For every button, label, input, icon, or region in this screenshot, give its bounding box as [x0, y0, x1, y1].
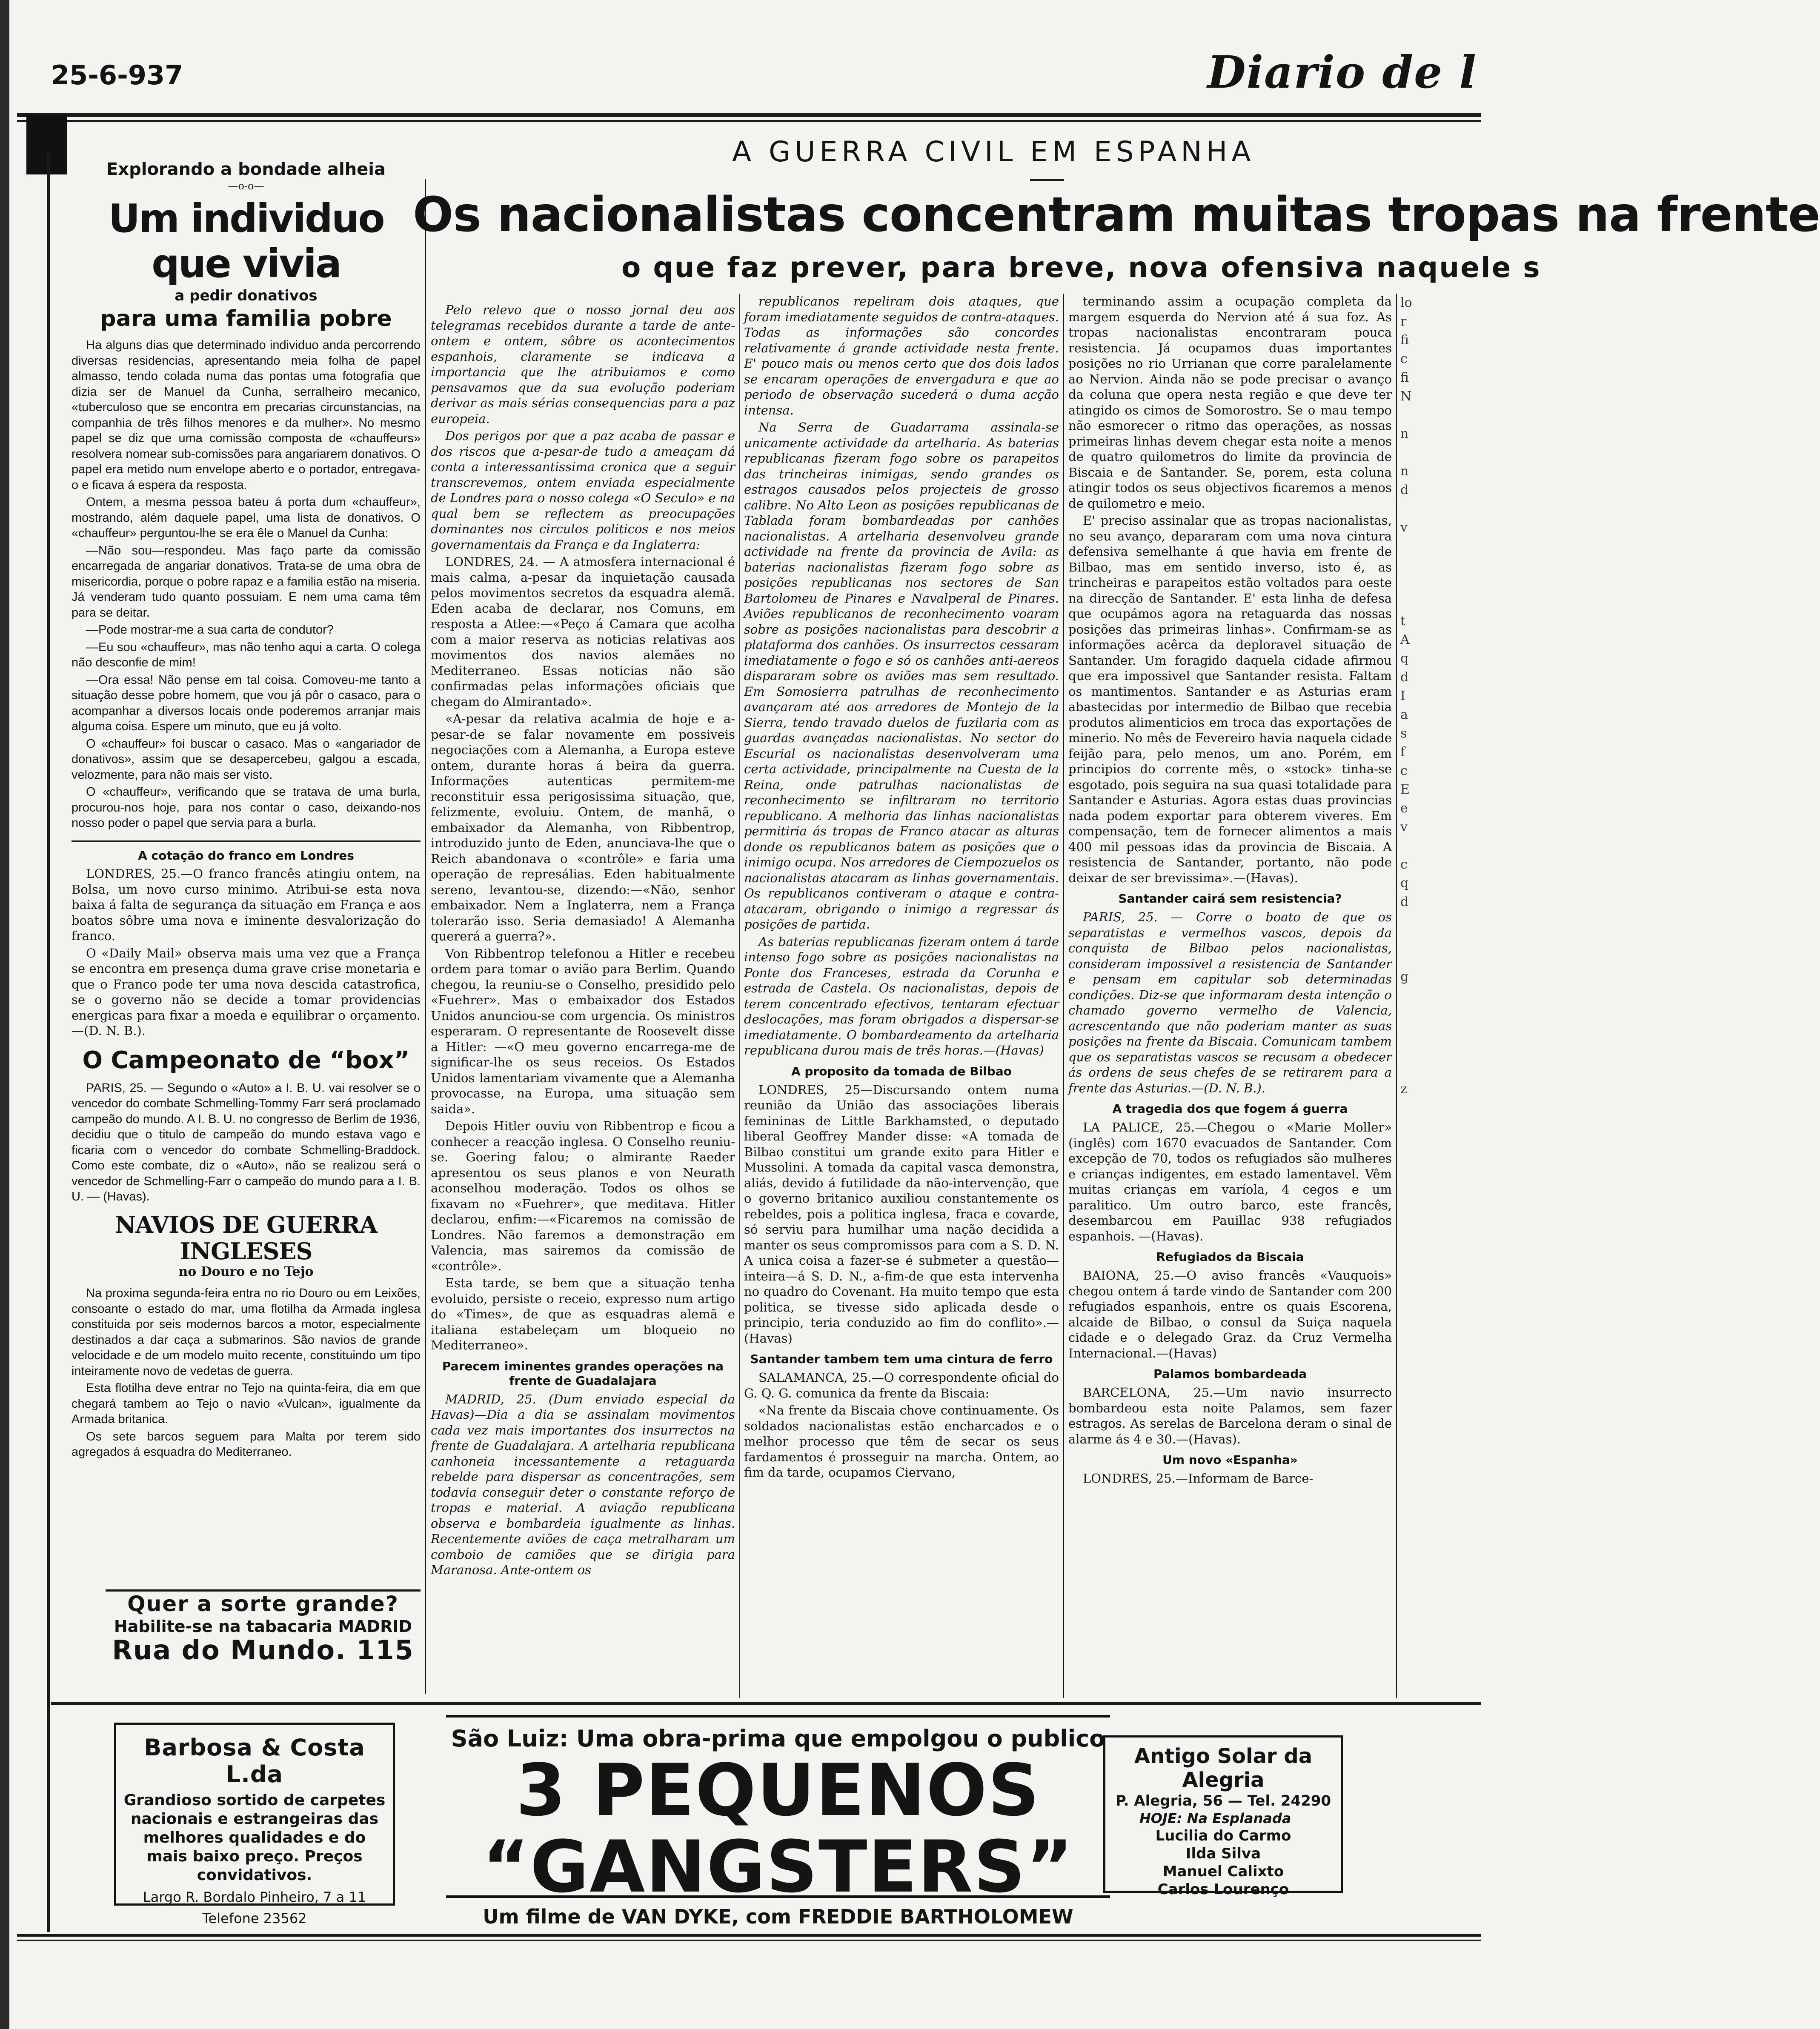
text-fragment: c	[1400, 352, 1408, 366]
ad-credits: Um filme de VAN DYKE, com FREDDIE BARTHOLOMEW	[483, 1905, 1073, 1928]
left-column	[72, 158, 421, 1588]
paragraph: As baterias republicanas fizeram ontem á tarde intenso fogo sobre as posições nacionalistas na Ponte dos Franceses, estrada da Corunha e estrada de Castela. Os nacionalistas, depois de terem concentrado efectivos, tentaram efectuar deslocações, mas foram obrigados a dispersar-se imediatamente. O bombardeamento da artelharia republicana durou mais de três horas.—(Havas)	[744, 934, 1059, 1057]
ad-artist: Manuel Calixto	[1162, 1863, 1284, 1880]
divider	[72, 840, 421, 842]
text-fragment	[1400, 574, 1477, 593]
text-fragment	[1400, 912, 1477, 930]
paragraph: O «chauffeur» foi buscar o casaco. Mas o «angariador de donativos», assim que se desapercebeu, galgou a escada, velozmente, para não mais ser visto.	[72, 737, 421, 782]
paragraph: Dos perigos por que a paz acaba de passar e dos riscos que a-pesar-de tudo a ameaçam dá conta a interessantissima cronica que a seguir transcrevemos, ontem enviada especialmente de Londres para o nosso colega «O Seculo» e na qual bem se reflectem as preocupações dominantes nos circulos politicos e nos meios governamentais da França e da Inglaterra:	[431, 429, 735, 552]
masthead: Diario de l	[1207, 46, 1477, 98]
text-fragment: A	[1400, 632, 1410, 647]
text-fragment: d	[1400, 670, 1409, 685]
text-fragment: a	[1400, 707, 1408, 722]
war-column-2	[744, 294, 1059, 1609]
text-fragment: q	[1400, 651, 1409, 666]
paragraph: LONDRES, 24. — A atmosfera internacional é mais calma, a-pesar da inquietação causada pelos movimentos secretos da esquadra alemã. Eden acaba de declarar, nos Comuns, em resposta a Atlee:—«Peço á Camara que acolha com a maior reserva as noticias relativas aos movimentos dos navios alemães no Mediterraneo. Essas noticias não são confirmadas pelas informações oficiais que chegam do Almirantado».	[431, 554, 735, 709]
paragraph: Os sete barcos seguem para Malta por terem sido agregados á esquadra do Mediterraneo.	[72, 1429, 421, 1459]
article-subtitle: a pedir donativos	[175, 287, 318, 304]
paragraph: —Ora essa! Não pense em tal coisa. Comoveu-me tanto a situação desse pobre homem, que vou já pôr o casaco, para o acompanhar a diversos locais onde poderemos arranjar mais alguma coisa. Espere um minuto, que eu já volto.	[72, 673, 421, 733]
war-column-1	[431, 302, 735, 1609]
lottery-line: Rua do Mundo. 115	[112, 1635, 414, 1666]
paragraph: Na Serra de Guadarrama assinala-se unicamente actividade da artelharia. As baterias republicanas fizeram fogo sobre os parapeitos das trincheiras inimigas, sendo grandes os estragos causados pelos projecteis de grosso calibre. No Alto Leon as posições republicanas de Tablada foram bombardeadas por canhões nacionalistas. A artelharia desenvolveu grande actividade na frente da provincia de Avila: as baterias nacionalistas fizeram fogo sobre as posições republicanas nos sectores de San Bartolomeu de Pinares e Navalperal de Pinares. Aviões republicanos de reconhecimento voaram sobre as posições nacionalistas para descobrir a plataforma dos canhões. Os insurrectos cessaram imediatamente o fogo e só os canhões anti-aereos dispararam sobre os aviões mas sem resultado. Em Somosierra patrulhas de reconhecimento avançaram até aos arredores de Montejo de la Sierra, tendo travado duelos de fuzilaria com as guardas avançadas nacionalistas. No sector do Escurial os nacionalistas desenvolveram uma certa actividade, principalmente na Cuesta de la Reina, onde patrulhas nacionalistas de reconhecimento se infiltraram no territorio republicano. A melhoria das linhas nacionalistas permitiria ás tropas de Franco atacar as alturas donde os republicanos batem as posições que o inimigo ocupa. Nos arredores de Ciempozuelos os nacionalistas atacaram as linhas governamentais. Os republicanos contiveram o ataque e contra-atacaram, obrigando o inimigo a regressar ás posições de partida.	[744, 420, 1059, 932]
text-fragment	[1400, 1061, 1477, 1080]
section-heading: A proposito da tomada de Bilbao	[791, 1064, 1012, 1078]
text-fragment: r	[1400, 314, 1407, 329]
text-fragment: c	[1400, 857, 1408, 872]
section-heading: Um novo «Espanha»	[1162, 1453, 1298, 1467]
text-fragment: e	[1400, 801, 1408, 816]
paragraph: O «Daily Mail» observa mais uma vez que a França se encontra em presença duma grave crise monetaria e que o Franco pode ter uma nova descida catastrofica, se o governo não se decide a tomar providencias energicas para fixar a moeda e equilibrar o orçamento.—(D. N. B.).	[72, 946, 421, 1038]
text-fragment: E	[1400, 782, 1410, 797]
text-fragment: z	[1400, 1082, 1407, 1097]
ad-name: Barbosa & Costa L.da	[144, 1734, 365, 1788]
scan-edge	[0, 0, 9, 2029]
ad-hoje: HOJE: Na Esplanada	[1139, 1810, 1291, 1826]
paragraph: «A-pesar da relativa acalmia de hoje e a-pesar-de se falar novamente em possiveis negociações com a Alemanha, a Europa esteve ontem, durante horas á beira da guerra. Informações autenticas permitem-me reconstituir essa perigosissima situação, que, felizmente, evoluiu. Ontem, de manhã, o embaixador da Alemanha, von Ribbentrop, introduzido junto de Eden, anunciava-lhe que o Reich abandonava o «contrôle» e faria uma operação de represálias. Eden habitualmente sereno, levantou-se, dizendo:—«Não, senhor embaixador. Nem a Inglaterra, nem a França tolerarão isso. Seria demasiado! A Alemanha quererá a guerra?».	[431, 712, 735, 943]
text-fragment: c	[1400, 763, 1408, 778]
section-ornament	[1030, 179, 1064, 181]
text-fragment: v	[1400, 820, 1408, 834]
ads-rule	[51, 1702, 1481, 1705]
footer-rule-thin	[17, 1940, 1481, 1941]
text-fragment	[1400, 837, 1477, 855]
text-fragment: d	[1400, 483, 1409, 497]
paragraph: Esta flotilha deve entrar no Tejo na quinta-feira, dia em que chegará tambem ao Tejo o navio «Vulcan», igualmente da Armada britanica.	[72, 1381, 421, 1426]
text-fragment: v	[1400, 520, 1408, 535]
ad-artist: Carlos Lourenço	[1157, 1881, 1289, 1898]
section-heading: A cotação do franco em Londres	[138, 848, 354, 863]
text-fragment: fi	[1400, 370, 1409, 385]
paragraph: Na proxima segunda-feira entra no rio Douro ou em Leixões, consoante o estado do mar, uma flotilha da Armada inglesa constituida por seis modernos barcos a motor, especialmente destinados a dar caça a submarinos. São navios de grande velocidade e de um modelo muito recente, constituindo um tipo inteiramente novo de vedetas de guerra.	[72, 1286, 421, 1378]
ad-sao-luiz	[446, 1715, 1110, 1928]
lottery-line: Quer a sorte grande?	[127, 1592, 399, 1616]
war-column-3	[1068, 294, 1392, 1609]
text-fragment	[1400, 930, 1477, 949]
text-fragment: s	[1400, 726, 1407, 741]
paragraph: —Eu sou «chauffeur», mas não tenho aqui a carta. O colega não desconfie de mim!	[72, 640, 421, 669]
section-heading: NAVIOS DE GUERRA INGLESES	[114, 1211, 378, 1265]
paragraph: SALAMANCA, 25.—O correspondente oficial do G. Q. G. comunica da frente da Biscaia:	[744, 1370, 1059, 1400]
paragraph: PARIS, 25. — Segundo o «Auto» a I. B. U. vai resolver se o vencedor do combate Schmelling-Tommy Farr será proclamado campeão do mundo. A I. B. U. no congresso de Berlim de 1936, decidiu que o titulo de campeão do mundo estava vago e ficaria com o vencedor do combate Schmelling-Braddock. Como este combate, diz o «Auto», não se realizou será o vencedor de Schmelling-Farr o campeão do mundo para a I. B. U. — (Havas).	[72, 1081, 421, 1203]
article-kicker: Explorando a bondade alheia	[106, 160, 386, 179]
text-fragment: q	[1400, 876, 1409, 891]
text-fragment	[1400, 443, 1477, 462]
section-heading: Palamos bombardeada	[1153, 1367, 1307, 1381]
column-rule	[425, 179, 426, 1694]
paragraph: E' preciso assinalar que as tropas nacionalistas, no seu avanço, depararam com uma nova cintura defensiva semelhante á que havia em frente de Bilbao, mas em sentido inverso, isto é, as trincheiras e parapeitos estão voltados para oeste na direcção de Santander. E' esta linha de defesa que ocupámos agora na retaguarda das nossas posições das primeiras linhas». Confirmam-se as informações acêrca da deploravel situação de Santander. Um foragido daquela cidade afirmou que era impossivel que Santander resista. Faltam os mantimentos. Santander e as Asturias eram abastecidas por intermedio de Bilbao que recebia produtos alimenticios em troca das exportações de minerio. No mês de Fevereiro havia naquela cidade feijão para, pelo menos, um ano. Porém, em principios do corrente mês, o «stock» tinha-se esgotado, pois seguira na sua quasi totalidade para Santander e Asturias. Agora estas duas provincias nada podem exportar para obterem viveres. Em compensação, tem de fornecer alimentos a mais 400 mil pessoas idas da provincia de Biscaia. A resistencia de Santander, portanto, não pode deixar de ser brevissima».—(Havas).	[1068, 513, 1392, 885]
text-fragment	[1400, 949, 1477, 968]
text-fragment: lo	[1400, 295, 1412, 310]
paragraph: MADRID, 25. (Dum enviado especial da Havas)—Dia a dia se assinalam movimentos cada vez mais importantes dos insurrectos na frente de Guadalajara. A artelharia republicana canhoneia incessantemente a retaguarda rebelde para dispersar as concentrações, sem todavia conseguir deter o constante reforço de tropas e material. A aviação republicana observa e bombardeia igualmente as linhas. Recentemente aviões de caça metralharam um comboio de camiões que se dirigia para Maranosa. Ante-ontem os	[431, 1392, 735, 1577]
paragraph: terminando assim a ocupação completa da margem esquerda do Nervion até á sua foz. As tropas nacionalistas encontraram pouca resistencia. Já ocupamos duas importantes posições no rio Urrianan que corre paralelamente ao Nervion. Ainda não se pode precisar o avanço da coluna que opera nesta região e que deve ter atingido os cimos de Somorostro. Se o mau tempo não esmorecer o ritmo das operações, as nossas primeiras linhas devem chegar esta noite a menos de quatro quilometros do limite da provincia de Biscaia e de Santander. Se, porem, esta coluna atingir todos os seus objectivos ficaremos a menos de quilometro e meio.	[1068, 294, 1392, 511]
main-headline: Os nacionalistas concentram muitas tropas na frente	[413, 187, 1820, 243]
paragraph: Esta tarde, se bem que a situação tenha evoluido, persiste o receio, expresso num artigo do «Times», de que as esquadras alemã e italiana estabeleçam um bloqueio no Mediterraneo».	[431, 1276, 735, 1352]
header-rule-thin	[17, 120, 1481, 122]
ad-barbosa-costa	[114, 1723, 395, 1926]
ad-artist: Lucilia do Carmo	[1155, 1827, 1291, 1844]
text-fragment	[1400, 537, 1477, 556]
left-margin-rule	[47, 153, 50, 1932]
page-date: 25-6-937	[51, 60, 183, 91]
article-subtitle-2: para uma familia pobre	[100, 306, 392, 331]
paragraph: Pelo relevo que o nosso jornal deu aos telegramas recebidos durante a tarde de ante-ontem e ontem, sôbre os acontecimentos espanhois, claramente se indicava a importancia que lhe atribuiamos e como pensavamos que da sua evolução poderiam derivar as mais sérias consequencias para a paz europeia.	[431, 303, 735, 426]
paragraph: Von Ribbentrop telefonou a Hitler e recebeu ordem para tomar o avião para Berlim. Quando chegou, la reuniu-se o Conselho, presidido pelo «Fuehrer». Mas o embaixador dos Estados Unidos anunciou-se com urgencia. Os ministros esperaram. O representante de Roosevelt disse a Hitler: —«O meu governo encarrega-me de significar-lhe os seus receios. Os Estados Unidos lamentariam vivamente que a Alemanha provocasse, na Europa, uma situação sem saida».	[431, 946, 735, 1116]
paragraph: O «chauffeur», verificando que se tratava de uma burla, procurou-nos hoje, para nos contar o caso, deixando-nos nosso poder o papel que servia para a burla.	[72, 785, 421, 830]
section-heading: Santander tambem tem uma cintura de ferro	[750, 1352, 1053, 1366]
text-fragment	[1400, 1043, 1477, 1061]
text-fragment	[1400, 406, 1477, 425]
paragraph: Ha alguns dias que determinado individuo anda percorrendo diversas residencias, apresentando meia folha de papel almasso, tendo colada numa das pontas uma fotografia que dizia ser de Manuel da Cunha, serralheiro mecanico, «tuberculoso que se encontra em precarias circunstancias, na companhia de três filhos menores e da mulher». No mesmo papel se diz que uma comissão composta de «chauffeurs» resolvera nomear sub-comissões para angariarem donativos. O papel era metido num envelope aberto e o portador, entregava-o e ficava á espera da resposta.	[72, 338, 421, 492]
section-heading: A tragedia dos que fogem á guerra	[1112, 1102, 1348, 1116]
cut-off-column	[1400, 294, 1477, 1102]
paragraph: Ontem, a mesma pessoa bateu á porta dum «chauffeur», mostrando, além daquele papel, uma lista de donativos. O «chauffeur» perguntou-lhe se era êle o Manuel da Cunha:	[72, 495, 421, 540]
text-fragment	[1400, 986, 1477, 1005]
paragraph: —Pode mostrar-me a sua carta de condutor?	[86, 623, 334, 637]
text-fragment: d	[1400, 894, 1409, 909]
section-heading: Refugiados da Biscaia	[1156, 1250, 1304, 1264]
paragraph: BARCELONA, 25.—Um navio insurrecto bombardeou esta noite Palamos, sem fazer estragos. As serelas de Barcelona deram o sinal de alarme ás 4 e 30.—(Havas).	[1068, 1385, 1392, 1446]
main-subheadline: o que faz prever, para breve, nova ofensiva naquele s	[621, 251, 1541, 284]
ornament: —o-o—	[228, 180, 264, 192]
text-fragment: I	[1400, 689, 1405, 703]
paragraph: republicanos repeliram dois ataques, que foram imediatamente seguidos de contra-ataques. Todas as informações são concordes relativamente á grande actividade nesta frente. E' pouco mais ou menos certo que dos dois lados se encaram operações de envergadura e que ao periodo de observação sucederá o duma acção intensa.	[744, 294, 1059, 417]
text-fragment	[1400, 593, 1477, 612]
section-heading: O Campeonato de “box”	[82, 1046, 410, 1074]
lottery-ad	[106, 1592, 421, 1668]
paragraph: LONDRES, 25—Discursando ontem numa reunião da União das associações liberais femininas de Little Barkhamsted, o deputado liberal Geoffrey Mander disse: «A tomada de Bilbao constitui um grande exito para Hitler e Mussolini. A tomada da capital vasca demonstra, aliás, devido á futilidade da não-intervenção, que o governo britanico auxiliou constantemente os rebeldes, pois a politica inglesa, fraca e covarde, só serviu para humilhar uma nação decidida a manter os seus compromissos para com a S. D. N. A unica coisa a fazer-se é submeter a questão—inteira—á S. D. N., a-fim-de que esta intervenha no quadro do Covenant. Ha muito tempo que esta politica, se tivesse sido aplicada desde o principio, teria conduzido ao fim do conflito».—(Havas)	[744, 1082, 1059, 1346]
lottery-line: Habilite-se na tabacaria MADRID	[114, 1617, 412, 1636]
footer-rule	[17, 1934, 1481, 1937]
header-rule	[17, 113, 1481, 117]
section-title: A GUERRA CIVIL EM ESPANHA	[732, 135, 1255, 168]
column-rule	[1063, 294, 1064, 1698]
paragraph: PARIS, 25. — Corre o boato de que os separatistas e vermelhos vascos, depois da conquista de Bilbao pelos nacionalistas, consideram impossivel a resistencia de Santander e pensam em capitular sob determinadas condições. Diz-se que informaram desta intenção o chamado governo vermelho de Valencia, acrescentando que não poderiam manter as suas posições na frente da Biscaia. Comunicam tambem que os separatistas vascos se recusam a obedecer ás ordens de seus chefes de se retirarem para a frente das Asturias.—(D. N. B.).	[1068, 910, 1392, 1095]
ad-name: Antigo Solar da Alegria	[1134, 1744, 1313, 1792]
section-subheading: no Douro e no Tejo	[178, 1264, 314, 1279]
text-fragment: n	[1400, 464, 1409, 479]
paragraph: «Na frente da Biscaia chove continuamente. Os soldados nacionalistas estão encharcados e o melhor processo que têm de secar os seus fardamentos é prosseguir na marcha. Ontem, ao fim da tarde, ocupamos Ciervano,	[744, 1403, 1059, 1480]
ad-film-title: 3 PEQUENOS “GANGSTERS”	[482, 1749, 1074, 1909]
ad-artist: Ilda Silva	[1185, 1845, 1261, 1862]
ad-phone: Telefone 23562	[202, 1910, 307, 1926]
paragraph: —Não sou—respondeu. Mas faço parte da comissão encarregada de angariar donativos. Trata-se de uma obra de misericordia, porque o pobre rapaz e a familia estão na miseria. Já venderam tudo quanto possuiam. E nem uma cama têm para se deitar.	[72, 543, 421, 620]
text-fragment	[1400, 500, 1477, 518]
text-fragment	[1400, 556, 1477, 574]
text-fragment: f	[1400, 745, 1405, 760]
paragraph: Depois Hitler ouviu von Ribbentrop e ficou a conhecer a reacção inglesa. O Conselho reuniu-se. Goering falou; o almirante Raeder apresentou os seus planos e von Neurath aconselhou moderação. Todos os olhos se fixavam no «Fuehrer», que meditava. Hitler declarou, enfim:—«Ficaremos na comissão de Londres. Não faremos a demonstração em Valencia, mas sairemos da comissão de «contrôle».	[431, 1119, 735, 1273]
article-title: Um individuo que vivia	[108, 196, 384, 286]
text-fragment: n	[1400, 426, 1409, 441]
ad-description: Grandioso sortido de carpetes nacionais e estrangeiras das melhores qualidades e do mais baixo preço. Preços convidativos.	[123, 1792, 386, 1884]
text-fragment	[1400, 1024, 1477, 1043]
section-heading: Santander cairá sem resistencia?	[1118, 892, 1342, 906]
text-fragment	[1400, 1005, 1477, 1024]
paragraph: BAIONA, 25.—O aviso francês «Vauquois» chegou ontem á tarde vindo de Santander com 200 refugiados espanhois, entre os quais Escorena, alcaide de Bilbao, o consul da Suiça naquela cidade e o delegado Graz. da Cruz Vermelha Internacional.—(Havas)	[1068, 1268, 1392, 1360]
ad-solar-alegria	[1103, 1735, 1343, 1898]
column-rule	[739, 294, 740, 1698]
ad-tagline: São Luiz: Uma obra-prima que empolgou o publico	[451, 1725, 1105, 1752]
article-body	[72, 337, 421, 831]
paragraph: LONDRES, 25.—Informam de Barce-	[1083, 1471, 1313, 1486]
paragraph: LA PALICE, 25.—Chegou o «Marie Moller» (inglês) com 1670 evacuados de Santander. Com excepção de 70, todos os refugiados são mulheres e crianças indigentes, em estado lamentavel. Vêm muitas crianças em varíola, 4 cegos e um paralitico. Um outro barco, este francês, desembarcou em Pauillac 938 refugiados espanhois. —(Havas).	[1068, 1120, 1392, 1243]
ad-address: P. Alegria, 56 — Tel. 24290	[1115, 1792, 1331, 1809]
text-fragment: fi	[1400, 333, 1409, 348]
section-heading: Parecem iminentes grandes operações na frente de Guadalajara	[442, 1359, 724, 1388]
text-fragment: g	[1400, 969, 1409, 984]
paragraph: LONDRES, 25.—O franco francês atingiu ontem, na Bolsa, um novo curso minimo. Atribui-se esta nova baixa á falta de segurança da situação em França e aos boatos sôbre uma nova e iminente desvalorização do franco.	[72, 866, 421, 943]
column-rule	[1396, 294, 1397, 1698]
ad-address: Largo R. Bordalo Pinheiro, 7 a 11	[143, 1889, 366, 1905]
text-fragment: N	[1400, 389, 1412, 404]
text-fragment: t	[1400, 614, 1406, 629]
